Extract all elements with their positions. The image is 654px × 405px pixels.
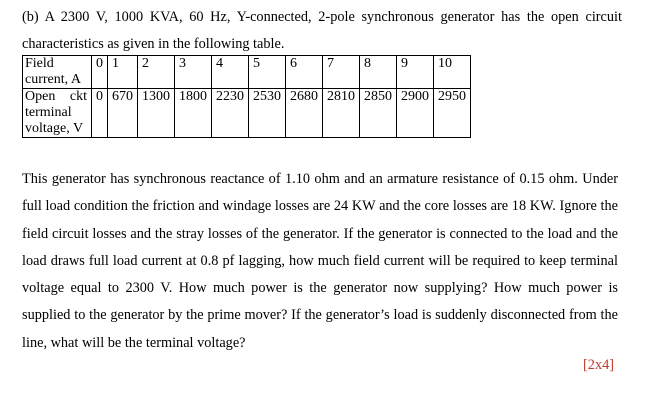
field-current-cell: 0 [92,56,108,89]
field-current-row [23,56,471,89]
voltage-cell: 1800 [175,89,212,138]
question-intro: (b) A 2300 V, 1000 KVA, 60 Hz, Y-connected, 2-pole synchronous generator has the open circuit characteristics as given in the following table. [22,9,622,52]
voltage-cell: 670 [108,89,138,138]
field-current-cell: 10 [434,56,471,89]
field-current-cell: 6 [286,56,323,89]
field-current-header [23,56,92,89]
voltage-header-word-ckt: ckt [69,89,87,104]
field-header-line1: Field [25,56,54,71]
field-current-cell: 5 [249,56,286,89]
field-current-cell: 7 [323,56,360,89]
voltage-cell: 2900 [397,89,434,138]
voltage-cell: 2680 [286,89,323,138]
field-current-cell: 2 [138,56,175,89]
voltage-cell: 2230 [212,89,249,138]
voltage-cell: 1300 [138,89,175,138]
field-current-cell: 8 [360,56,397,89]
question-body: This generator has synchronous reactance of 1.10 ohm and an armature resistance of 0.15 ohm. Under full load condition the friction and windage losses are 24 KW and the core losses are 18 KW. Ignore the field circuit losses and the stray losses of the generator. If the generator is connected to the load and the load draws full load current at 0.8 pf lagging, how much field current will be required to keep terminal voltage equal to 2300 V. How much power is the generator now supplying? How much power is supplied to the generator by the prime mover? If the generator’s load is suddenly disconnected from the line, what will be the terminal voltage? [22,171,618,351]
voltage-header-line2: terminal [25,105,72,120]
open-circuit-voltage-row [23,89,471,138]
voltage-header-line3: voltage, V [25,121,84,136]
voltage-cell: 0 [92,89,108,138]
voltage-header-word-open: Open [25,89,56,104]
voltage-cell: 2850 [360,89,397,138]
field-current-cell: 3 [175,56,212,89]
voltage-cell: 2530 [249,89,286,138]
field-header-line2: current, A [25,72,81,87]
field-current-cell: 1 [108,56,138,89]
voltage-header-line1 [25,89,87,105]
marks-label: [2x4] [583,357,614,373]
open-circuit-voltage-header [23,89,92,138]
voltage-cell: 2810 [323,89,360,138]
open-circuit-characteristics-table [22,55,471,138]
voltage-cell: 2950 [434,89,471,138]
field-current-cell: 9 [397,56,434,89]
field-current-cell: 4 [212,56,249,89]
